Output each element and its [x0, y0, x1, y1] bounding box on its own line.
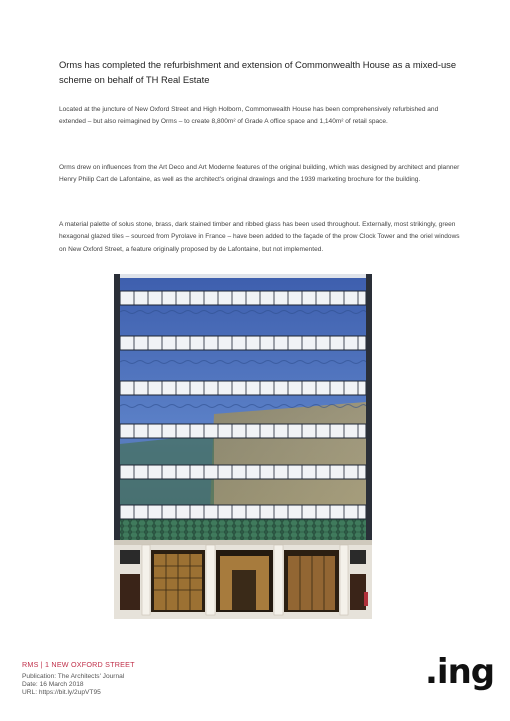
publication-line: Publication: The Architects' Journal [22, 673, 125, 680]
paragraph-3: A material palette of solus stone, brass, dark stained timber and ribbed glass has been used throughout. Externally, most strikingly, green hexagonal glazed tiles – sourced from Pyrolave in France – have been added to the façade of the prow Clock Tower and the oriel windows on New Oxford Street, a feature originally proposed by de Lafontaine, but not implemented. [59, 221, 460, 253]
brand-logo: .ing [425, 652, 495, 692]
url-link[interactable]: URL: https://bit.ly/2upVT95 [22, 689, 101, 696]
building-photo [114, 274, 372, 619]
paragraph-2: Orms drew on influences from the Art Deco and Art Moderne features of the original building, which was designed by architect and planner Henry Philip Cart de Lafontaine, as well as the architect's original drawings and the 1939 marketing brochure for the building. [59, 164, 460, 184]
date-line: Date: 16 March 2018 [22, 681, 84, 688]
project-label: RMS | 1 NEW OXFORD STREET [22, 660, 135, 669]
paragraph-1: Located at the juncture of New Oxford Street and High Holborn, Commonwealth House has been comprehensively refurbished and extended – but also reimagined by Orms – to create 8,800m² of Grade A office space and 1,140m² of retail space. [59, 106, 439, 126]
footer [22, 660, 135, 697]
headline: Orms has completed the refurbishment and extension of Commonwealth House as a mixed-use scheme on behalf of TH Real Estate [59, 59, 457, 85]
